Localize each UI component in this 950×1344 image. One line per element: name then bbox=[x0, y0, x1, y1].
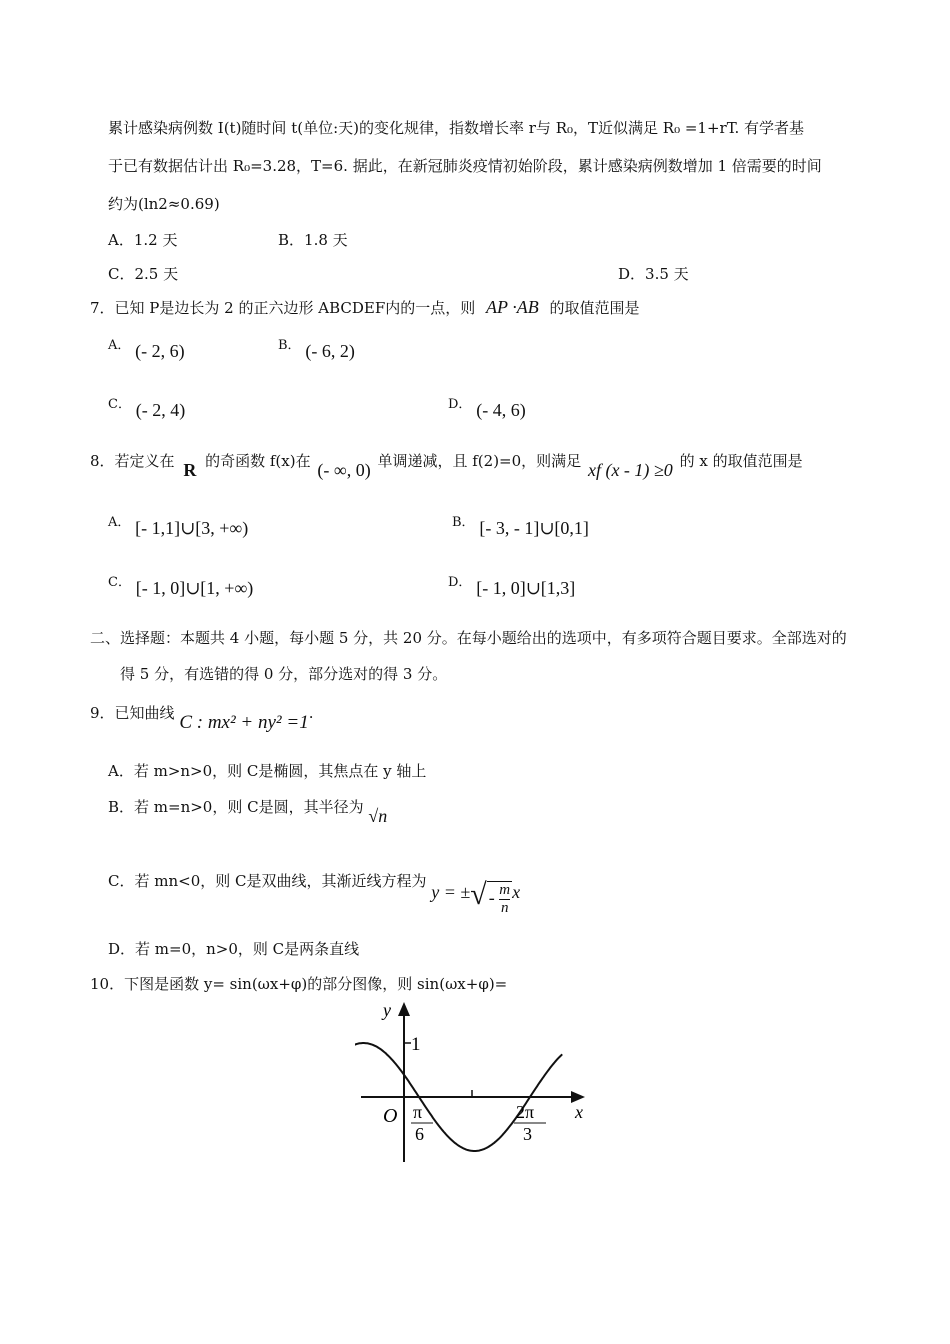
q7-option-a bbox=[108, 333, 185, 361]
q8-option-b-value: [- 3, - 1]∪[0,1] bbox=[479, 518, 589, 538]
q7-option-d-label: D． bbox=[448, 397, 472, 412]
q8-option-b bbox=[452, 510, 589, 538]
q9-asymptote-minus: - bbox=[488, 888, 495, 908]
q8-option-a bbox=[108, 510, 249, 538]
q7-option-b bbox=[278, 333, 355, 361]
q9-asymptote-numerator: m bbox=[499, 882, 511, 899]
x-axis-label: x bbox=[575, 1102, 583, 1122]
q7-stem bbox=[90, 297, 639, 318]
q7-option-d bbox=[448, 392, 526, 420]
q8-stem-p4: 的 x 的取值范围是 bbox=[679, 452, 803, 470]
q8-stem bbox=[90, 450, 803, 480]
q7-stem-prefix: 7．已知 P是边长为 2 的正六边形 ABCDEF内的一点，则 bbox=[90, 299, 476, 317]
q8-option-b-label: B． bbox=[452, 515, 475, 530]
q9-option-d: D．若 m=0，n>0，则 C是两条直线 bbox=[108, 940, 360, 958]
q9-option-c-asymptote: y = ±√ - $\frac{m}{n}$ x bbox=[431, 878, 521, 917]
q8-option-d-label: D． bbox=[448, 575, 472, 590]
section2-instructions-line1: 二、选择题：本题共 4 小题，每小题 5 分，共 20 分。在每小题给出的选项中，有多项符合题目要求。全部选对的 bbox=[90, 629, 847, 647]
q8-option-c-label: C． bbox=[108, 575, 131, 590]
q8-option-c-value: [- 1, 0]∪[1, +∞) bbox=[135, 578, 254, 598]
q6-line1: 累计感染病例数 I(t)随时间 t(单位:天)的变化规律，指数增长率 r与 R₀，T近似满足 R₀ =1+rT. 有学者基 bbox=[108, 119, 805, 137]
q9-asymptote-x: x bbox=[512, 882, 521, 902]
q9-option-b bbox=[108, 796, 388, 826]
y-axis-arrow-icon bbox=[398, 1002, 410, 1016]
q9-asymptote-denominator: n bbox=[500, 900, 509, 917]
tick1-numerator: π bbox=[413, 1102, 423, 1122]
q10-sine-graph bbox=[355, 996, 595, 1166]
q7-option-a-label: A． bbox=[108, 338, 131, 353]
one-label: 1 bbox=[411, 1034, 421, 1055]
q6-option-c: C．2.5 天 bbox=[108, 265, 179, 283]
q6-option-a: A．1.2 天 bbox=[108, 231, 178, 249]
q8-stem-p2: 的奇函数 f(x)在 bbox=[205, 452, 311, 470]
q7-option-d-value: (- 4, 6) bbox=[476, 400, 526, 420]
q9-asymptote-lhs: y = ± bbox=[431, 882, 471, 902]
q10-stem: 10．下图是函数 y= sin(ωx+φ)的部分图像，则 sin(ωx+φ)= bbox=[90, 975, 508, 993]
q8-option-a-label: A． bbox=[108, 515, 131, 530]
q8-option-c bbox=[108, 570, 254, 598]
q7-option-a-value: (- 2, 6) bbox=[135, 341, 185, 361]
tick2-denominator: 3 bbox=[523, 1124, 532, 1144]
q8-interval: (- ∞, 0) bbox=[317, 460, 371, 480]
q8-stem-p1: 8．若定义在 bbox=[90, 452, 175, 470]
q8-option-a-value: [- 1,1]∪[3, +∞) bbox=[135, 518, 249, 538]
q8-option-d bbox=[448, 570, 576, 598]
q9-stem bbox=[90, 702, 314, 733]
q6-line2: 于已有数据估计出 R₀=3.28，T=6. 据此，在新冠肺炎疫情初始阶段，累计感染病例数增加 1 倍需要的时间 bbox=[108, 157, 822, 175]
q8-option-d-value: [- 1, 0]∪[1,3] bbox=[476, 578, 576, 598]
q6-line3: 约为(ln2≈0.69) bbox=[108, 195, 220, 213]
q9-option-b-radius: √n bbox=[368, 806, 388, 826]
tick1-denominator: 6 bbox=[415, 1124, 424, 1144]
q9-period: . bbox=[308, 704, 314, 722]
q7-option-b-value: (- 6, 2) bbox=[305, 341, 355, 361]
q9-option-a: A．若 m>n>0，则 C是椭圆，其焦点在 y 轴上 bbox=[108, 762, 427, 780]
section2-instructions-line2: 得 5 分，有选错的得 0 分，部分选对的得 3 分。 bbox=[120, 665, 448, 683]
q9-stem-text: 9．已知曲线 bbox=[90, 704, 175, 722]
q9-option-c-text: C．若 mn<0，则 C是双曲线，其渐近线方程为 bbox=[108, 872, 427, 890]
y-axis-label: y bbox=[383, 1000, 391, 1020]
q7-vector-product: AP ·AB bbox=[486, 297, 539, 317]
q6-option-d: D．3.5 天 bbox=[618, 265, 689, 283]
tick2-numerator: 2π bbox=[516, 1102, 535, 1122]
q8-real-set: R bbox=[183, 460, 197, 480]
q7-option-c-label: C． bbox=[108, 397, 131, 412]
origin-label: O bbox=[383, 1105, 398, 1127]
q9-curve-equation: C : mx² + ny² =1 bbox=[179, 712, 309, 733]
q7-stem-suffix: 的取值范围是 bbox=[549, 299, 640, 317]
q7-option-b-label: B． bbox=[278, 338, 301, 353]
q9-option-b-text: B．若 m=n>0，则 C是圆，其半径为 bbox=[108, 798, 364, 816]
q7-option-c-value: (- 2, 4) bbox=[135, 400, 186, 420]
q6-option-b: B．1.8 天 bbox=[278, 231, 348, 249]
q9-option-c bbox=[108, 866, 521, 917]
q8-stem-p3: 单调递减，且 f(2)=0，则满足 bbox=[377, 452, 582, 470]
q8-inequality: xf (x - 1) ≥0 bbox=[587, 460, 673, 480]
q7-option-c bbox=[108, 392, 186, 420]
